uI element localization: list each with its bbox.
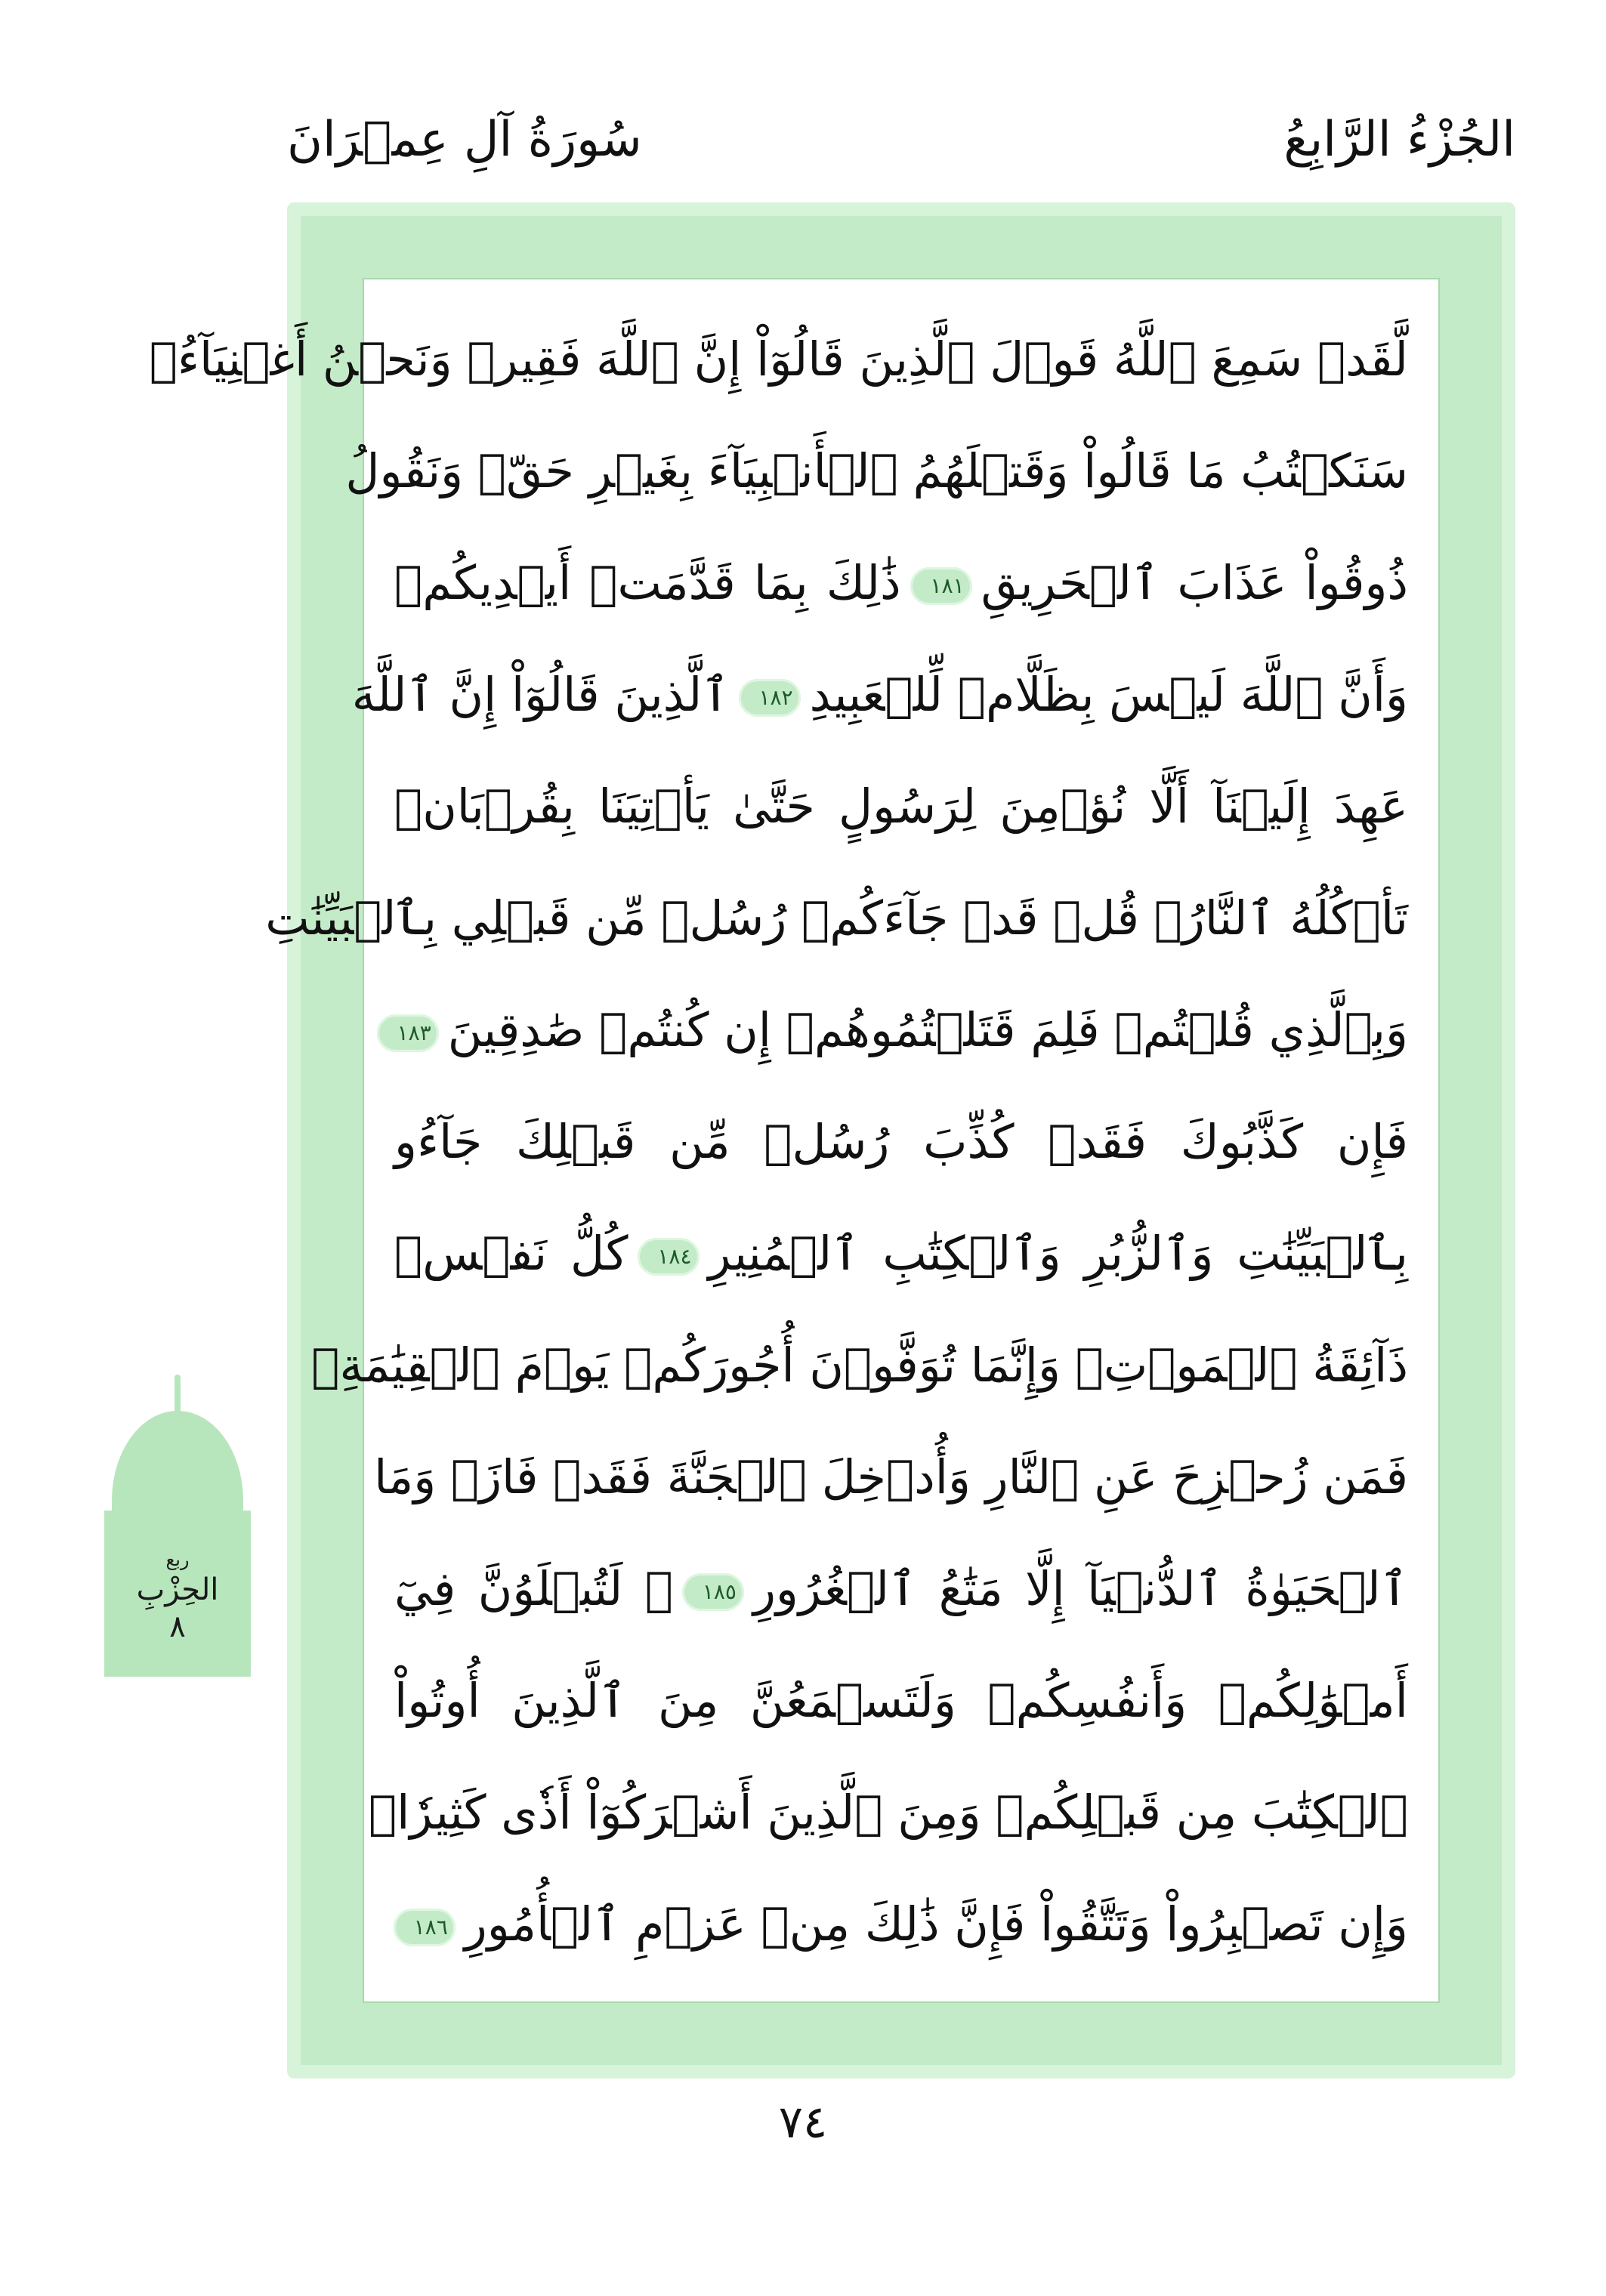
verse-line <box>394 971 1408 1089</box>
verse-text: تَأۡكُلُهُ ٱلنَّارُۗ قُلۡ قَدۡ جَآءَكُمۡ رُسُلٞ مِّن قَبۡلِي بِٱلۡبَيِّنَٰتِ <box>265 890 1408 946</box>
verse-text: ذُوقُواْ عَذَابَ ٱلۡحَرِيقِ <box>981 555 1409 610</box>
ayah-number-marker: ١٨٥ <box>682 1573 744 1611</box>
verse-line <box>394 1642 1408 1760</box>
verse-text: وَإِن تَصۡبِرُواْ وَتَتَّقُواْ فَإِنَّ ذَٰلِكَ مِنۡ عَزۡمِ ٱلۡأُمُورِ <box>464 1896 1408 1952</box>
hizb-label <box>104 1548 251 1645</box>
verse-text: ٱلَّذِينَ قَالُوٓاْ إِنَّ ٱللَّهَ <box>351 667 730 722</box>
verse-text: سَنَكۡتُبُ مَا قَالُواْ وَقَتۡلَهُمُ ٱلۡأَنۢبِيَآءَ بِغَيۡرِ حَقّٖ وَنَقُولُ <box>345 443 1408 498</box>
verse-text: ٱلۡحَيَوٰةُ ٱلدُّنۡيَآ إِلَّا مَتَٰعُ ٱلۡغُرُورِ <box>752 1561 1408 1616</box>
verse-text: وَبِٱلَّذِي قُلۡتُمۡ فَلِمَ قَتَلۡتُمُوهُمۡ إِن كُنتُمۡ صَٰدِقِينَ <box>447 1002 1408 1057</box>
verse-line <box>345 412 1408 530</box>
verse-line <box>394 1530 1408 1648</box>
ayah-number-marker: ١٨٣ <box>377 1014 439 1052</box>
verse-text: وَأَنَّ ٱللَّهَ لَيۡسَ بِظَلَّامٖ لِّلۡعَبِيدِ <box>809 667 1408 722</box>
verse-text: أَمۡوَٰلِكُمۡ وَأَنفُسِكُمۡ وَلَتَسۡمَعُنَّ مِنَ ٱلَّذِينَ أُوتُواْ <box>394 1673 1408 1728</box>
verse-text: كُلُّ نَفۡسٖ <box>394 1226 629 1281</box>
verse-line <box>394 1083 1408 1201</box>
verse-text: ۞ لَتُبۡلَوُنَّ فِيٓ <box>394 1561 673 1616</box>
verse-line <box>368 1754 1408 1872</box>
verse-text: فَمَن زُحۡزِحَ عَنِ ٱلنَّارِ وَأُدۡخِلَ ٱلۡجَنَّةَ فَقَدۡ فَازَۗ وَمَا <box>374 1449 1408 1504</box>
verse-text: بِٱلۡبَيِّنَٰتِ وَٱلزُّبُرِ وَٱلۡكِتَٰبِ ٱلۡمُنِيرِ <box>708 1226 1408 1281</box>
verse-line <box>265 859 1408 977</box>
page-number: ٧٤ <box>778 2096 828 2149</box>
hizb-badge <box>104 1375 251 1677</box>
verse-line <box>149 301 1408 418</box>
verse-text: فَإِن كَذَّبُوكَ فَقَدۡ كُذِّبَ رُسُلٞ مِّن قَبۡلِكَ جَآءُو <box>394 1114 1408 1169</box>
hizb-word: الحِزْبِ <box>136 1572 219 1607</box>
verse-text: ذَآئِقَةُ ٱلۡمَوۡتِۗ وَإِنَّمَا تُوَفَّوۡنَ أُجُورَكُمۡ يَوۡمَ ٱلۡقِيَٰمَةِۖ <box>311 1338 1408 1393</box>
verse-text: ذَٰلِكَ بِمَا قَدَّمَتۡ أَيۡدِيكُمۡ <box>394 555 901 610</box>
ayah-number-marker: ١٨٤ <box>638 1238 700 1276</box>
hizb-quarter-label: ربع <box>165 1549 190 1570</box>
surah-title: سُورَةُ آلِ عِمۡرَانَ <box>287 112 642 168</box>
verse-line <box>351 636 1408 754</box>
verse-text: ٱلۡكِتَٰبَ مِن قَبۡلِكُمۡ وَمِنَ ٱلَّذِينَ أَشۡرَكُوٓاْ أَذٗى كَثِيرٗاۚ <box>368 1785 1408 1840</box>
ayah-number-marker: ١٨١ <box>910 567 972 605</box>
verse-line <box>394 524 1408 642</box>
ayah-number-marker: ١٨٦ <box>394 1909 456 1946</box>
verse-line <box>374 1418 1408 1536</box>
verse-text: لَّقَدۡ سَمِعَ ٱللَّهُ قَوۡلَ ٱلَّذِينَ قَالُوٓاْ إِنَّ ٱللَّهَ فَقِيرٞ وَنَحۡنُ أَغۡنِيَآءُۘ <box>149 332 1408 387</box>
verse-line <box>311 1307 1408 1424</box>
verse-line <box>394 1195 1408 1313</box>
juz-title: الجُزْءُ الرَّابِعُ <box>1283 112 1515 168</box>
verse-line <box>394 1866 1408 1983</box>
ayah-number-marker: ١٨٢ <box>739 679 801 717</box>
verse-text: عَهِدَ إِلَيۡنَآ أَلَّا نُؤۡمِنَ لِرَسُولٍ حَتَّىٰ يَأۡتِيَنَا بِقُرۡبَانٖ <box>394 779 1408 834</box>
hizb-number: ٨ <box>169 1609 186 1644</box>
verse-line <box>394 748 1408 866</box>
